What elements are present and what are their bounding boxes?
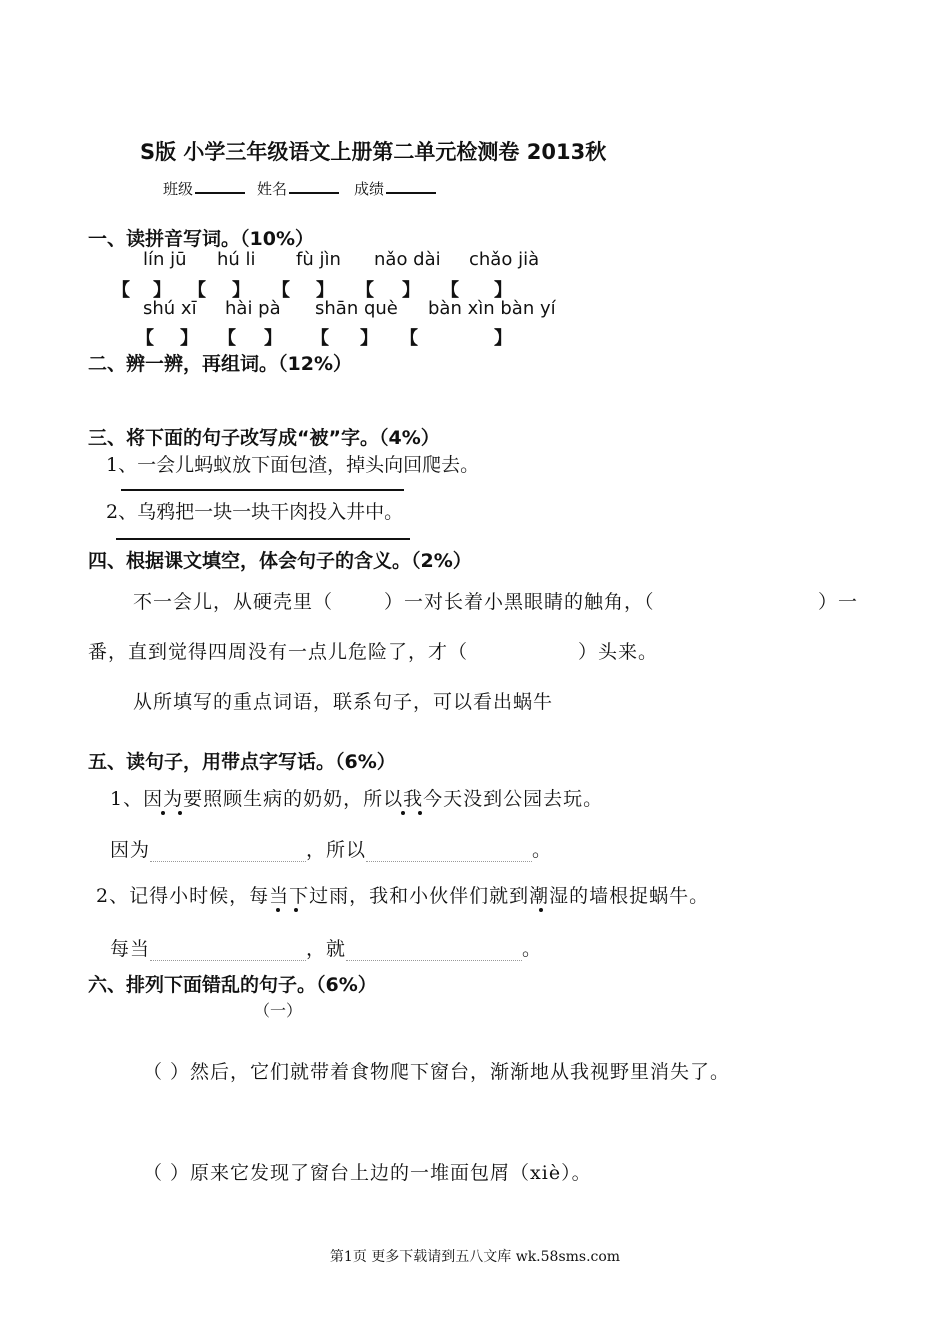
answer-bracket-close: 】 (360, 328, 378, 349)
answer-bracket-close: 】 (180, 328, 198, 349)
fill1-middle: ，所以 (306, 839, 367, 861)
score-label: 成绩 (354, 180, 385, 198)
fill1-end: 。 (532, 839, 553, 861)
name-label: 姓名 (257, 180, 288, 198)
answer-line[interactable] (121, 489, 404, 491)
answer-bracket-open: 【 (112, 280, 130, 301)
answer-bracket-close: 】 (402, 280, 420, 301)
answer-bracket-open: 【 (441, 280, 459, 301)
fill-blank[interactable] (150, 942, 306, 961)
section2-heading: 二、辨一辨，再组词。（12%） (88, 353, 352, 375)
section6-item2: （ ）原来它发现了窗台上边的一堆面包屑（xiè）。 (143, 1162, 592, 1184)
pinyin-3: fù jìn (296, 249, 341, 270)
section5-heading: 五、读句子，用带点字写话。（6%） (88, 751, 396, 773)
emphasis-dot (401, 811, 405, 815)
section5-item2: 2、记得小时候，每当下过雨，我和小伙伴们就到潮湿的墙根捉蜗牛。 (96, 885, 710, 907)
answer-bracket-close: 】 (316, 280, 334, 301)
section6-item1: （ ）然后，它们就带着食物爬下窗台，渐渐地从我视野里消失了。 (143, 1061, 731, 1083)
section6-subheading: （一） (254, 1001, 303, 1020)
name-blank[interactable] (289, 192, 339, 194)
page-footer: 第1页 更多下载请到五八文库 wk.58sms.com (329, 1249, 621, 1265)
answer-line[interactable] (116, 538, 410, 540)
emphasis-dot (178, 811, 182, 815)
page-title: S版 小学三年级语文上册第二单元检测卷 2013秋 (140, 140, 607, 164)
pinyin-5: chǎo jià (469, 249, 540, 270)
fill2-middle: ，就 (306, 938, 347, 960)
answer-bracket-close: 】 (494, 328, 512, 349)
pinyin-2: hú li (217, 249, 256, 270)
class-field (163, 178, 245, 199)
section3-heading: 三、将下面的句子改写成“被”字。（4%） (88, 427, 440, 449)
section5-fill1 (110, 835, 552, 862)
answer-bracket-open: 【 (218, 328, 236, 349)
pinyin-4: nǎo dài (374, 249, 441, 270)
answer-bracket-open: 【 (272, 280, 290, 301)
emphasis-dot (161, 811, 165, 815)
class-blank[interactable] (195, 192, 245, 194)
section3-item1: 1、一会儿蚂蚁放下面包渣，掉头向回爬去。 (106, 454, 480, 476)
section4-line1-b: ）一对长着小黑眼睛的触角，（ (384, 591, 655, 613)
emphasis-dot (418, 811, 422, 815)
section4-line1-c: ）一 (818, 591, 859, 613)
answer-bracket-close: 】 (153, 280, 171, 301)
answer-bracket-open: 【 (136, 328, 154, 349)
class-label: 班级 (163, 180, 194, 198)
section5-fill2 (110, 934, 542, 961)
emphasis-dot (539, 908, 543, 912)
answer-bracket-open: 【 (188, 280, 206, 301)
emphasis-dot (294, 908, 298, 912)
answer-bracket-open: 【 (311, 328, 329, 349)
emphasis-dot (276, 908, 280, 912)
fill-blank[interactable] (150, 843, 306, 862)
pinyin-1: lín jū (143, 249, 187, 270)
section4-line2-a: 番，直到觉得四周没有一点儿危险了，才（ (88, 641, 469, 663)
answer-bracket-close: 】 (494, 280, 512, 301)
answer-bracket-open: 【 (356, 280, 374, 301)
section1-heading: 一、读拼音写词。（10%） (88, 228, 314, 250)
section5-item1: 1、因为要照顾生病的奶奶，所以我今天没到公园去玩。 (110, 788, 604, 810)
answer-bracket-close: 】 (264, 328, 282, 349)
fill2-end: 。 (522, 938, 543, 960)
section3-item2: 2、乌鸦把一块一块干肉投入井中。 (106, 501, 404, 523)
section4-line2-b: ）头来。 (578, 641, 659, 663)
fill1-prefix: 因为 (110, 839, 151, 861)
pinyin-7: hài pà (225, 298, 281, 319)
pinyin-6: shú xī (143, 298, 197, 319)
answer-bracket-open: 【 (400, 328, 418, 349)
name-field (257, 178, 339, 199)
fill2-prefix: 每当 (110, 938, 151, 960)
answer-bracket-close: 】 (232, 280, 250, 301)
pinyin-8: shān què (315, 298, 398, 319)
section6-heading: 六、排列下面错乱的句子。（6%） (88, 974, 377, 996)
score-blank[interactable] (386, 192, 436, 194)
score-field (354, 178, 436, 199)
fill-blank[interactable] (366, 843, 532, 862)
section4-line3: 从所填写的重点词语，联系句子，可以看出蜗牛 (133, 691, 554, 713)
pinyin-9: bàn xìn bàn yí (428, 298, 556, 319)
fill-blank[interactable] (346, 942, 522, 961)
section4-heading: 四、根据课文填空，体会句子的含义。（2%） (88, 550, 472, 572)
section4-line1-a: 不一会儿，从硬壳里（ (133, 591, 334, 613)
